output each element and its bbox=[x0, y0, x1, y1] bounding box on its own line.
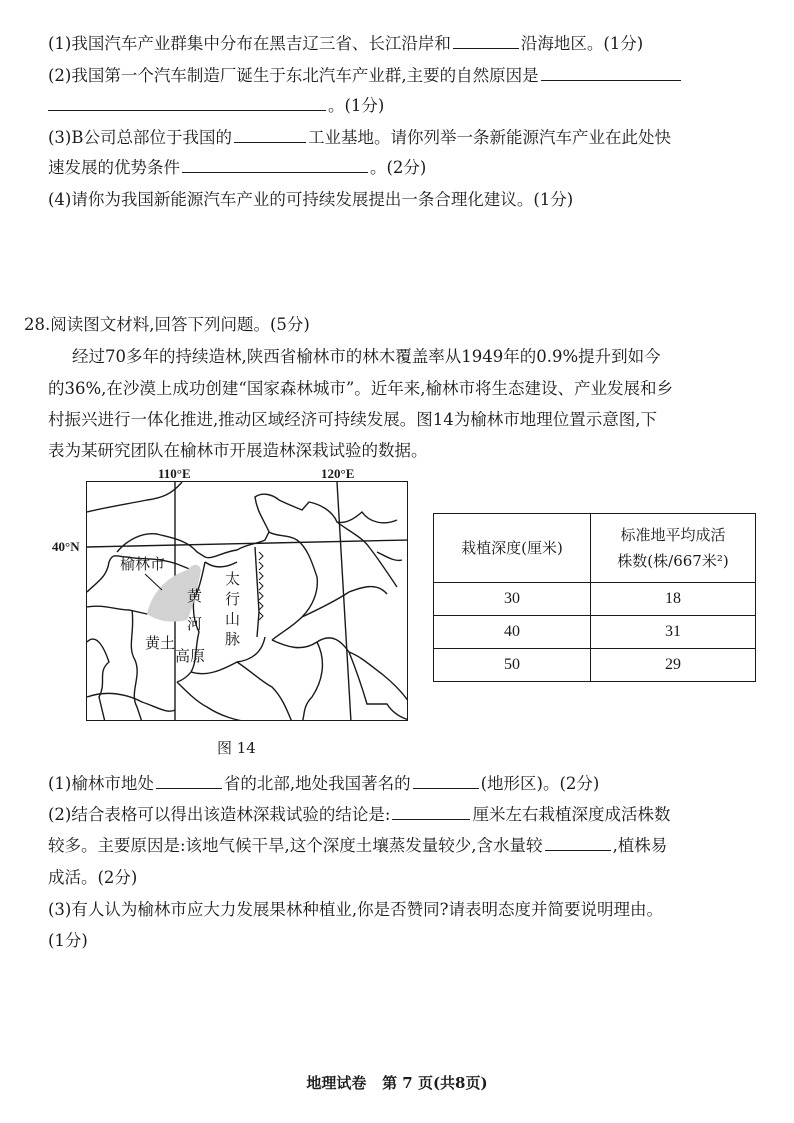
cell-count: 29 bbox=[591, 649, 756, 682]
answer-blank[interactable] bbox=[453, 32, 519, 49]
map-boundaries bbox=[87, 482, 408, 721]
table-header-row bbox=[434, 514, 756, 583]
figure-14-map bbox=[50, 466, 420, 756]
lat-label-40: 40°N bbox=[52, 539, 80, 554]
answer-blank[interactable] bbox=[48, 94, 326, 111]
q28-title: 28.阅读图文材料,回答下列问题。(5分) bbox=[24, 315, 310, 334]
q28-paragraph-line: 村振兴进行一体化推进,推动区域经济可持续发展。图14为榆林市地理位置示意图,下 bbox=[48, 410, 657, 429]
taihang-label-2: 行 bbox=[225, 590, 241, 608]
answer-blank[interactable] bbox=[392, 803, 470, 820]
cell-count: 31 bbox=[591, 616, 756, 649]
q28-part2-line3: 成活。(2分) bbox=[48, 868, 138, 887]
loess-plateau-label-1: 黄土 bbox=[145, 634, 176, 652]
q27-part1: (1)我国汽车产业群集中分布在黑吉辽三省、长江沿岸和 沿海地区。(1分) bbox=[48, 34, 644, 53]
q27-part2: (2)我国第一个汽车制造厂诞生于东北汽车产业群,主要的自然原因是 bbox=[48, 64, 683, 88]
q28-part1: (1)榆林市地处 省的北部,地处我国著名的 (地形区)。(2分) bbox=[48, 774, 600, 793]
cell-count: 18 bbox=[591, 583, 756, 616]
answer-blank[interactable] bbox=[541, 64, 681, 81]
q28-paragraph-line: 的36%,在沙漠上成功创建“国家森林城市”。近年来,榆林市将生态建设、产业发展和乡 bbox=[48, 379, 674, 398]
page-footer: 地理试卷 第 7 页(共8页) bbox=[306, 1074, 488, 1092]
q27-part3: (3)B公司总部位于我国的 工业基地。请你列举一条新能源汽车产业在此处快 bbox=[48, 128, 671, 147]
q27-part3-line2: 速发展的优势条件 。(2分) bbox=[48, 158, 427, 177]
lon-label-120: 120°E bbox=[321, 466, 355, 481]
table-row bbox=[434, 649, 756, 682]
table-row bbox=[434, 583, 756, 616]
yulin-city-label: 榆林市 bbox=[120, 555, 166, 573]
q28-part3: (3)有人认为榆林市应大力发展果林种植业,你是否赞同?请表明态度并简要说明理由。 bbox=[48, 900, 663, 919]
figure-caption: 图 14 bbox=[217, 739, 256, 757]
table-row bbox=[434, 616, 756, 649]
answer-blank[interactable] bbox=[413, 772, 479, 789]
cell-depth: 30 bbox=[434, 583, 591, 616]
header-survival: 标准地平均成活 株数(株/667米²) bbox=[591, 514, 756, 583]
q28-part2-line2: 较多。主要原因是:该地气候干旱,这个深度土壤蒸发量较少,含水量较 ,植株易 bbox=[48, 836, 668, 855]
map-frame bbox=[86, 481, 408, 721]
answer-blank[interactable] bbox=[156, 772, 222, 789]
q27-part4: (4)请你为我国新能源汽车产业的可持续发展提出一条合理化建议。(1分) bbox=[48, 190, 574, 209]
yellow-river-label-1: 黄 bbox=[187, 587, 203, 605]
q27-part2-line2: 。(1分) bbox=[48, 94, 384, 118]
q28-paragraph-line: 表为某研究团队在榆林市开展造林深栽试验的数据。 bbox=[48, 441, 428, 460]
q28-paragraph-line: 经过70多年的持续造林,陕西省榆林市的林木覆盖率从1949年的0.9%提升到如今 bbox=[72, 347, 661, 366]
lon-label-110: 110°E bbox=[158, 466, 191, 481]
q28-part3-line2: (1分) bbox=[48, 931, 88, 950]
yellow-river-label-2: 河 bbox=[187, 615, 203, 633]
header-depth: 栽植深度(厘米) bbox=[434, 514, 591, 583]
loess-plateau-label-2: 高原 bbox=[175, 647, 206, 665]
taihang-label-1: 太 bbox=[225, 570, 241, 588]
planting-depth-table bbox=[433, 513, 756, 682]
cell-depth: 40 bbox=[434, 616, 591, 649]
answer-blank[interactable] bbox=[545, 834, 611, 851]
taihang-label-3: 山 bbox=[225, 610, 241, 628]
answer-blank[interactable] bbox=[234, 126, 306, 143]
taihang-label-4: 脉 bbox=[225, 630, 241, 648]
answer-blank[interactable] bbox=[182, 156, 368, 173]
q28-part2: (2)结合表格可以得出该造林深栽试验的结论是: 厘米左右栽植深度成活株数 bbox=[48, 805, 671, 824]
cell-depth: 50 bbox=[434, 649, 591, 682]
